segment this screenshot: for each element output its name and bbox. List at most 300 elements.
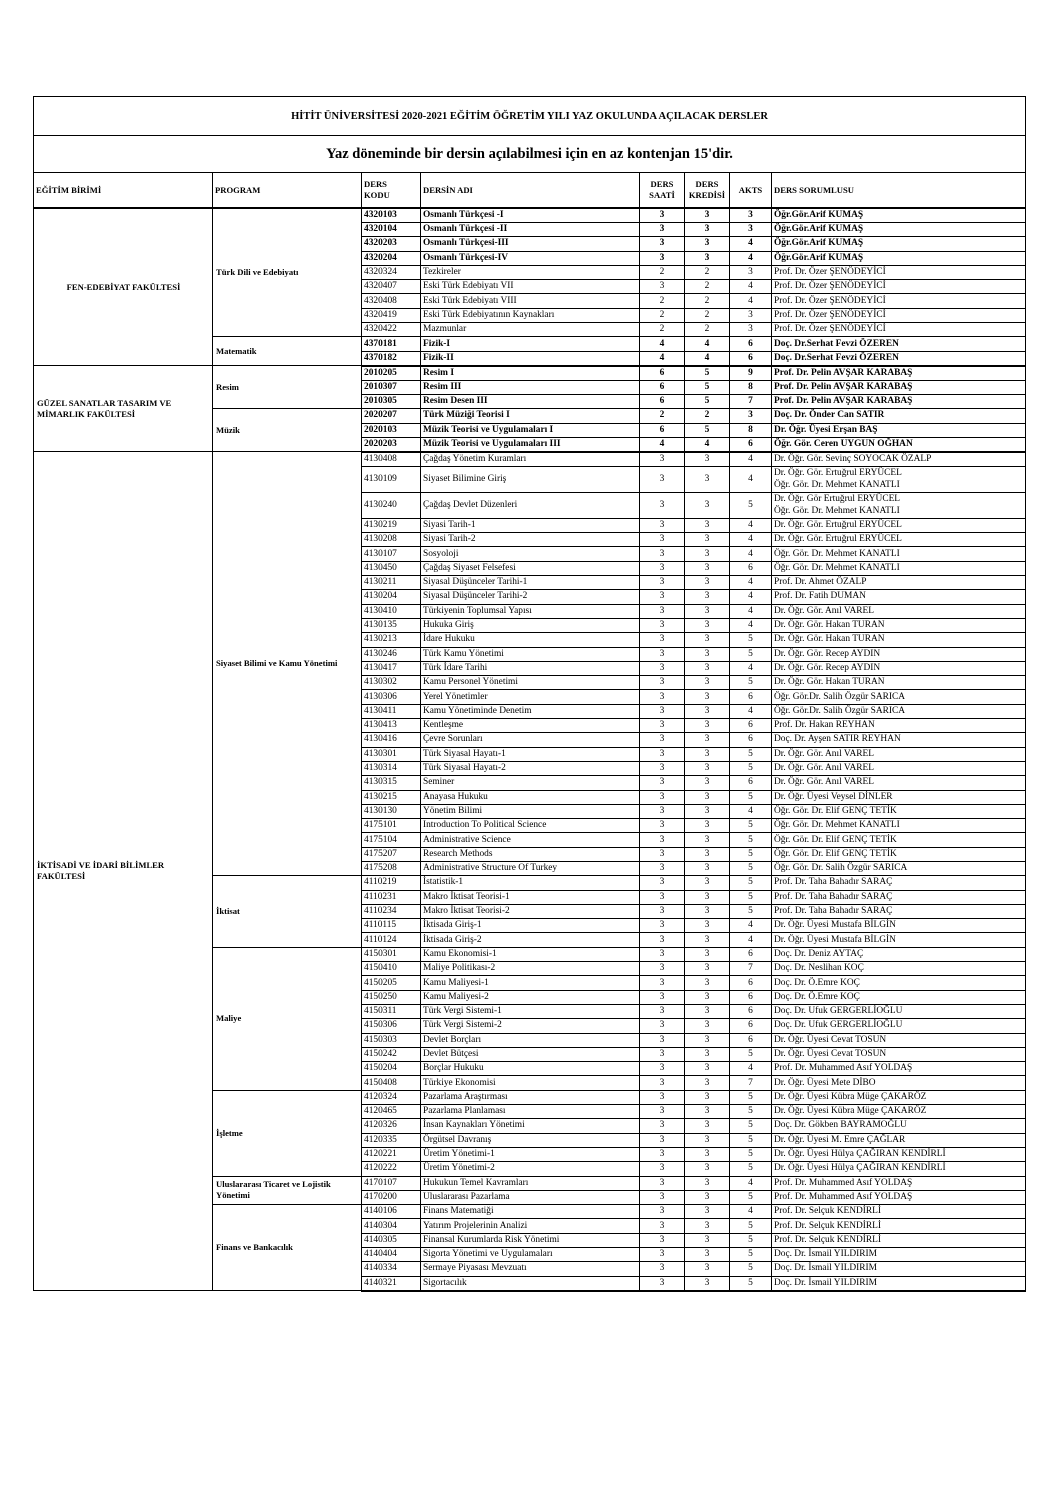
course-code: 2010205	[362, 366, 421, 381]
course-credit: 3	[685, 876, 730, 890]
course-credit: 3	[685, 1062, 730, 1076]
course-credit: 3	[685, 947, 730, 961]
course-akts: 3	[730, 323, 772, 337]
course-akts: 5	[730, 633, 772, 647]
course-akts: 4	[730, 280, 772, 294]
course-name: Kentleşme	[421, 719, 640, 733]
course-akts: 4	[730, 661, 772, 675]
course-name: Osmanlı Türkçesi -I	[421, 208, 640, 223]
course-name: Siyasi Tarih-2	[421, 533, 640, 547]
course-name: Osmanlı Türkçesi-III	[421, 237, 640, 251]
course-name: Kamu Maliyesi-1	[421, 976, 640, 990]
col-header-hours	[640, 173, 685, 209]
course-code: 4140334	[362, 1262, 421, 1276]
col-header-instructor: DERS SORUMLUSU	[772, 173, 1026, 209]
col-header-credit	[685, 173, 730, 209]
course-hours: 3	[640, 733, 685, 747]
course-name: Çağdaş Devlet Düzenleri	[421, 492, 640, 518]
course-code: 4120335	[362, 1133, 421, 1147]
table-row	[34, 366, 1026, 381]
course-instructor: Dr. Öğr. Üyesi Kübra Müge ÇAKARÖZ	[772, 1105, 1026, 1119]
course-credit: 3	[685, 492, 730, 518]
course-akts: 6	[730, 776, 772, 790]
course-instructor: Dr. Öğr. Üyesi M. Emre ÇAĞLAR	[772, 1133, 1026, 1147]
course-akts: 6	[730, 351, 772, 366]
course-code: 4150311	[362, 1004, 421, 1018]
course-instructor: Prof. Dr. Selçuk KENDİRLİ	[772, 1233, 1026, 1247]
course-code: 4130306	[362, 690, 421, 704]
course-code: 4120324	[362, 1090, 421, 1104]
course-hours: 3	[640, 1233, 685, 1247]
course-akts: 5	[730, 1262, 772, 1276]
course-akts: 7	[730, 394, 772, 408]
course-hours: 3	[640, 1119, 685, 1133]
course-credit: 3	[685, 533, 730, 547]
course-hours: 3	[640, 618, 685, 632]
course-name: Türk Siyasal Hayatı-1	[421, 747, 640, 761]
course-name: Anayasa Hukuku	[421, 790, 640, 804]
course-hours: 3	[640, 466, 685, 492]
course-instructor: Öğr. Gör. Dr. Mehmet KANATLI	[772, 547, 1026, 561]
course-credit: 3	[685, 208, 730, 223]
course-instructor: Öğr.Gör.Arif KUMAŞ	[772, 208, 1026, 223]
course-code: 4320408	[362, 294, 421, 308]
course-credit: 3	[685, 719, 730, 733]
course-akts: 6	[730, 1019, 772, 1033]
course-code: 4150204	[362, 1062, 421, 1076]
course-instructor: Öğr. Gör. Dr. Elif GENÇ TETİK	[772, 847, 1026, 861]
course-akts: 6	[730, 733, 772, 747]
course-akts: 4	[730, 704, 772, 718]
course-name: İstatistik-1	[421, 876, 640, 890]
course-akts: 4	[730, 933, 772, 947]
course-instructor: Prof. Dr. Muhammed Asıf YOLDAŞ	[772, 1062, 1026, 1076]
course-name: Yatırım Projelerinin Analizi	[421, 1219, 640, 1233]
program-name: Türk Dili ve Edebiyatı	[213, 208, 362, 337]
course-instructor: Öğr. Gör.Dr. Salih Özgür SARICA	[772, 704, 1026, 718]
course-name: Türk Vergi Sistemi-2	[421, 1019, 640, 1033]
course-code: 4130213	[362, 633, 421, 647]
course-code: 4150205	[362, 976, 421, 990]
program-name: Siyaset Bilimi ve Kamu Yönetimi	[213, 452, 362, 876]
course-name: Research Methods	[421, 847, 640, 861]
course-instructor: Dr. Öğr. Üyesi Mustafa BİLGİN	[772, 933, 1026, 947]
course-code: 4130130	[362, 804, 421, 818]
course-credit: 3	[685, 452, 730, 467]
course-akts: 6	[730, 976, 772, 990]
course-code: 4130450	[362, 561, 421, 575]
course-instructor: Dr. Öğr. Üyesi Mustafa BİLGİN	[772, 919, 1026, 933]
course-akts: 8	[730, 380, 772, 394]
course-akts: 6	[730, 719, 772, 733]
course-akts: 4	[730, 518, 772, 532]
course-name: Siyasal Düşünceler Tarihi-2	[421, 590, 640, 604]
course-instructor: Dr. Öğr. Gör. Hakan TURAN	[772, 633, 1026, 647]
course-instructor: Dr. Öğr. Gör. Anıl VAREL	[772, 604, 1026, 618]
course-hours: 3	[640, 561, 685, 575]
course-hours: 3	[640, 590, 685, 604]
course-instructor: Dr. Öğr. Gör. Sevinç SOYOCAK ÖZALP	[772, 452, 1026, 467]
course-name: Türk İdare Tarihi	[421, 661, 640, 675]
course-hours: 6	[640, 380, 685, 394]
course-instructor: Prof. Dr. Taha Bahadır SARAÇ	[772, 904, 1026, 918]
course-hours: 3	[640, 518, 685, 532]
course-akts: 5	[730, 1219, 772, 1233]
course-hours: 3	[640, 1004, 685, 1018]
course-hours: 3	[640, 761, 685, 775]
course-name: Kamu Maliyesi-2	[421, 990, 640, 1004]
course-credit: 3	[685, 904, 730, 918]
course-hours: 3	[640, 1190, 685, 1204]
course-akts: 4	[730, 251, 772, 265]
course-name: Türk Siyasal Hayatı-2	[421, 761, 640, 775]
course-instructor: Prof. Dr. Taha Bahadır SARAÇ	[772, 890, 1026, 904]
course-name: Siyaset Bilimine Giriş	[421, 466, 640, 492]
course-instructor: Dr. Öğr. Gör. Anıl VAREL	[772, 776, 1026, 790]
course-name: Türk Vergi Sistemi-1	[421, 1004, 640, 1018]
course-credit: 3	[685, 1262, 730, 1276]
col-header-code	[362, 173, 421, 209]
course-code: 4370182	[362, 351, 421, 366]
course-code: 4130215	[362, 790, 421, 804]
course-akts: 4	[730, 804, 772, 818]
course-name: Borçlar Hukuku	[421, 1062, 640, 1076]
course-hours: 3	[640, 1105, 685, 1119]
course-instructor: Dr. Öğr. Gör. Anıl VAREL	[772, 761, 1026, 775]
course-credit: 3	[685, 251, 730, 265]
course-credit: 5	[685, 380, 730, 394]
course-instructor: Doç. Dr. İsmail YILDIRIM	[772, 1262, 1026, 1276]
course-akts: 6	[730, 1004, 772, 1018]
course-name: Türk Müziği Teorisi I	[421, 409, 640, 423]
course-name: Çevre Sorunları	[421, 733, 640, 747]
course-hours: 3	[640, 1133, 685, 1147]
course-hours: 2	[640, 323, 685, 337]
course-hours: 3	[640, 604, 685, 618]
course-akts: 5	[730, 1162, 772, 1176]
course-name: Pazarlama Araştırması	[421, 1090, 640, 1104]
course-akts: 4	[730, 237, 772, 251]
course-name: Eski Türk Edebiyatının Kaynakları	[421, 308, 640, 322]
course-instructor: Öğr. Gör. Dr. Mehmet KANATLI	[772, 819, 1026, 833]
course-instructor: Prof. Dr. Muhammed Asıf YOLDAŞ	[772, 1190, 1026, 1204]
course-credit: 2	[685, 323, 730, 337]
course-akts: 5	[730, 833, 772, 847]
course-code: 4320104	[362, 223, 421, 237]
course-credit: 3	[685, 561, 730, 575]
course-credit: 3	[685, 1019, 730, 1033]
course-instructor: Öğr.Gör.Arif KUMAŞ	[772, 223, 1026, 237]
course-name: Kamu Ekonomisi-1	[421, 947, 640, 961]
course-instructor: Doç. Dr.Serhat Fevzi ÖZEREN	[772, 337, 1026, 351]
course-akts: 5	[730, 861, 772, 875]
course-code: 4320203	[362, 237, 421, 251]
course-code: 4175208	[362, 861, 421, 875]
course-akts: 5	[730, 747, 772, 761]
course-instructor: Prof. Dr. Selçuk KENDİRLİ	[772, 1205, 1026, 1219]
course-credit: 3	[685, 633, 730, 647]
course-code: 4130314	[362, 761, 421, 775]
course-name: Çağdaş Yönetim Kuramları	[421, 452, 640, 467]
course-instructor: Dr. Öğr. Gör. Hakan TURAN	[772, 618, 1026, 632]
course-instructor: Prof. Dr. Fatih DUMAN	[772, 590, 1026, 604]
course-code: 4130109	[362, 466, 421, 492]
course-hours: 3	[640, 847, 685, 861]
course-code: 4110124	[362, 933, 421, 947]
table-row	[34, 452, 1026, 467]
course-instructor: Dr. Öğr. Üyesi Mete DİBO	[772, 1076, 1026, 1090]
course-credit: 3	[685, 1076, 730, 1090]
course-name: Fizik-I	[421, 337, 640, 351]
course-name: İktisada Giriş-1	[421, 919, 640, 933]
course-name: Introduction To Political Science	[421, 819, 640, 833]
course-name: Siyasi Tarih-1	[421, 518, 640, 532]
course-akts: 6	[730, 337, 772, 351]
course-hours: 3	[640, 676, 685, 690]
course-hours: 3	[640, 1090, 685, 1104]
course-name: Fizik-II	[421, 351, 640, 366]
col-header-hours-line2: SAATİ	[649, 190, 675, 200]
course-credit: 3	[685, 618, 730, 632]
course-credit: 3	[685, 590, 730, 604]
course-credit: 3	[685, 1248, 730, 1262]
course-code: 4175104	[362, 833, 421, 847]
course-credit: 3	[685, 1004, 730, 1018]
course-akts: 6	[730, 561, 772, 575]
course-instructor: Dr. Öğr. Üyesi Cevat TOSUN	[772, 1047, 1026, 1061]
course-credit: 3	[685, 890, 730, 904]
course-name: Resim Desen III	[421, 394, 640, 408]
course-instructor: Prof. Dr. Özer ŞENÖDEYİCİ	[772, 280, 1026, 294]
course-instructor: Öğr. Gör. Dr. Elif GENÇ TETİK	[772, 833, 1026, 847]
course-hours: 3	[640, 933, 685, 947]
course-hours: 3	[640, 1248, 685, 1262]
course-code: 4130413	[362, 719, 421, 733]
course-name: Türkiyenin Toplumsal Yapısı	[421, 604, 640, 618]
course-credit: 3	[685, 976, 730, 990]
course-instructor: Dr. Öğr. Üyesi Kübra Müge ÇAKARÖZ	[772, 1090, 1026, 1104]
course-code: 2020207	[362, 409, 421, 423]
course-table-body	[34, 208, 1026, 1291]
course-akts: 4	[730, 618, 772, 632]
course-akts: 3	[730, 409, 772, 423]
course-hours: 3	[640, 208, 685, 223]
course-credit: 2	[685, 280, 730, 294]
instructor-primary: Dr. Öğr. Gör Ertuğrul ERYÜCEL	[774, 494, 901, 505]
course-code: 4320324	[362, 265, 421, 279]
course-name: Müzik Teorisi ve Uygulamaları I	[421, 423, 640, 437]
course-name: Administrative Structure Of Turkey	[421, 861, 640, 875]
course-code: 4130211	[362, 576, 421, 590]
course-name: İdare Hukuku	[421, 633, 640, 647]
course-instructor: Dr. Öğr. Gör. Ertuğrul ERYÜCEL	[772, 533, 1026, 547]
course-hours: 3	[640, 452, 685, 467]
course-credit: 3	[685, 647, 730, 661]
course-credit: 5	[685, 366, 730, 381]
course-instructor: Öğr.Gör.Arif KUMAŞ	[772, 237, 1026, 251]
col-header-code-line2: KODU	[364, 190, 390, 200]
course-name: Makro İktisat Teorisi-2	[421, 904, 640, 918]
course-hours: 3	[640, 1062, 685, 1076]
course-hours: 3	[640, 1147, 685, 1161]
col-header-code-line1: DERS	[364, 179, 387, 189]
course-hours: 3	[640, 492, 685, 518]
course-hours: 3	[640, 251, 685, 265]
course-name: Kamu Personel Yönetimi	[421, 676, 640, 690]
course-credit: 3	[685, 962, 730, 976]
course-credit: 3	[685, 661, 730, 675]
course-code: 4150303	[362, 1033, 421, 1047]
course-akts: 4	[730, 1205, 772, 1219]
course-name: Üretim Yönetimi-2	[421, 1162, 640, 1176]
unit-name: GÜZEL SANATLAR TASARIM VE MİMARLIK FAKÜLTESİ	[34, 366, 213, 452]
course-instructor: Dr. Öğr. Gör. Ertuğrul ERYÜCEL	[772, 518, 1026, 532]
course-hours: 4	[640, 437, 685, 452]
course-hours: 3	[640, 1276, 685, 1291]
program-name: İktisat	[213, 876, 362, 947]
course-name: Uluslararası Pazarlama	[421, 1190, 640, 1204]
course-credit: 5	[685, 394, 730, 408]
course-credit: 2	[685, 294, 730, 308]
course-code: 4130411	[362, 704, 421, 718]
course-hours: 3	[640, 661, 685, 675]
course-name: Finansal Kurumlarda Risk Yönetimi	[421, 1233, 640, 1247]
col-header-hours-line1: DERS	[650, 179, 674, 189]
course-credit: 4	[685, 351, 730, 366]
col-header-unit: EĞİTİM BİRİMİ	[34, 173, 213, 209]
course-credit: 3	[685, 1190, 730, 1204]
quota-note: Yaz döneminde bir dersin açılabilmesi için en az kontenjan 15'dir.	[34, 136, 1026, 173]
course-hours: 2	[640, 265, 685, 279]
course-hours: 3	[640, 876, 685, 890]
course-credit: 4	[685, 437, 730, 452]
course-instructor: Prof. Dr. Pelin AVŞAR KARABAŞ	[772, 380, 1026, 394]
course-credit: 3	[685, 518, 730, 532]
course-name: Üretim Yönetimi-1	[421, 1147, 640, 1161]
course-akts: 4	[730, 533, 772, 547]
course-credit: 3	[685, 604, 730, 618]
course-hours: 3	[640, 904, 685, 918]
course-akts: 3	[730, 208, 772, 223]
program-name: Müzik	[213, 409, 362, 452]
course-credit: 3	[685, 1133, 730, 1147]
course-hours: 3	[640, 833, 685, 847]
course-akts: 5	[730, 790, 772, 804]
course-credit: 3	[685, 704, 730, 718]
course-hours: 3	[640, 790, 685, 804]
course-hours: 3	[640, 747, 685, 761]
course-name: Eski Türk Edebiyatı VII	[421, 280, 640, 294]
course-code: 4130410	[362, 604, 421, 618]
course-hours: 3	[640, 990, 685, 1004]
course-code: 4175101	[362, 819, 421, 833]
course-name: Devlet Borçları	[421, 1033, 640, 1047]
course-credit: 3	[685, 933, 730, 947]
course-credit: 3	[685, 1162, 730, 1176]
course-code: 4150250	[362, 990, 421, 1004]
unit-name: FEN-EDEBİYAT FAKÜLTESİ	[34, 208, 213, 366]
course-hours: 3	[640, 719, 685, 733]
course-code: 4130417	[362, 661, 421, 675]
course-code: 2010307	[362, 380, 421, 394]
course-akts: 5	[730, 647, 772, 661]
col-header-program: PROGRAM	[213, 173, 362, 209]
course-akts: 6	[730, 690, 772, 704]
course-akts: 3	[730, 223, 772, 237]
course-hours: 2	[640, 409, 685, 423]
course-code: 2010305	[362, 394, 421, 408]
course-hours: 3	[640, 947, 685, 961]
program-name: Matematik	[213, 337, 362, 366]
course-credit: 3	[685, 223, 730, 237]
course-name: İktisada Giriş-2	[421, 933, 640, 947]
course-credit: 3	[685, 1047, 730, 1061]
course-akts: 5	[730, 492, 772, 518]
course-instructor: Dr. Öğr. Gör. Anıl VAREL	[772, 747, 1026, 761]
course-code: 4130219	[362, 518, 421, 532]
program-name: Finans ve Bankacılık	[213, 1205, 362, 1291]
course-instructor: Dr. Öğr. Gör. Recep AYDIN	[772, 647, 1026, 661]
col-header-credit-line1: DERS	[695, 179, 719, 189]
course-instructor: Doç. Dr. Neslihan KOÇ	[772, 962, 1026, 976]
course-code: 4110115	[362, 919, 421, 933]
course-hours: 3	[640, 804, 685, 818]
course-instructor: Doç. Dr. Gökben BAYRAMOĞLU	[772, 1119, 1026, 1133]
course-code: 4140304	[362, 1219, 421, 1233]
course-akts: 6	[730, 990, 772, 1004]
course-name: Çağdaş Siyaset Felsefesi	[421, 561, 640, 575]
instructor-secondary: Öğr. Gör. Dr. Mehmet KANATLI	[774, 480, 900, 491]
course-hours: 3	[640, 1076, 685, 1090]
course-credit: 3	[685, 1147, 730, 1161]
course-hours: 4	[640, 337, 685, 351]
course-hours: 3	[640, 1219, 685, 1233]
course-instructor: Öğr. Gör. Dr. Salih Özgür SARICA	[772, 861, 1026, 875]
course-hours: 3	[640, 776, 685, 790]
course-instructor: Öğr.Gör.Arif KUMAŞ	[772, 251, 1026, 265]
course-name: Finans Matematiği	[421, 1205, 640, 1219]
course-credit: 3	[685, 237, 730, 251]
course-code: 4130416	[362, 733, 421, 747]
course-name: Hukuka Giriş	[421, 618, 640, 632]
course-hours: 4	[640, 351, 685, 366]
course-akts: 5	[730, 1047, 772, 1061]
course-code: 4110231	[362, 890, 421, 904]
course-hours: 3	[640, 237, 685, 251]
course-instructor: Doç. Dr. Ufuk GERGERLİOĞLU	[772, 1019, 1026, 1033]
col-header-credit-line2: KREDİSİ	[688, 190, 726, 200]
course-akts: 5	[730, 1119, 772, 1133]
course-credit: 3	[685, 990, 730, 1004]
course-name: Yerel Yönetimler	[421, 690, 640, 704]
course-name: Siyasal Düşünceler Tarihi-1	[421, 576, 640, 590]
course-akts: 4	[730, 604, 772, 618]
course-hours: 3	[640, 690, 685, 704]
course-credit: 3	[685, 547, 730, 561]
course-code: 4150301	[362, 947, 421, 961]
course-instructor: Prof. Dr. Özer ŞENÖDEYİCİ	[772, 265, 1026, 279]
course-code: 4150306	[362, 1019, 421, 1033]
course-name: Yönetim Bilimi	[421, 804, 640, 818]
course-code: 4320204	[362, 251, 421, 265]
course-code: 4150408	[362, 1076, 421, 1090]
course-code: 4130135	[362, 618, 421, 632]
course-code: 4140106	[362, 1205, 421, 1219]
course-credit: 2	[685, 308, 730, 322]
course-code: 4130240	[362, 492, 421, 518]
course-hours: 3	[640, 919, 685, 933]
course-credit: 3	[685, 1219, 730, 1233]
